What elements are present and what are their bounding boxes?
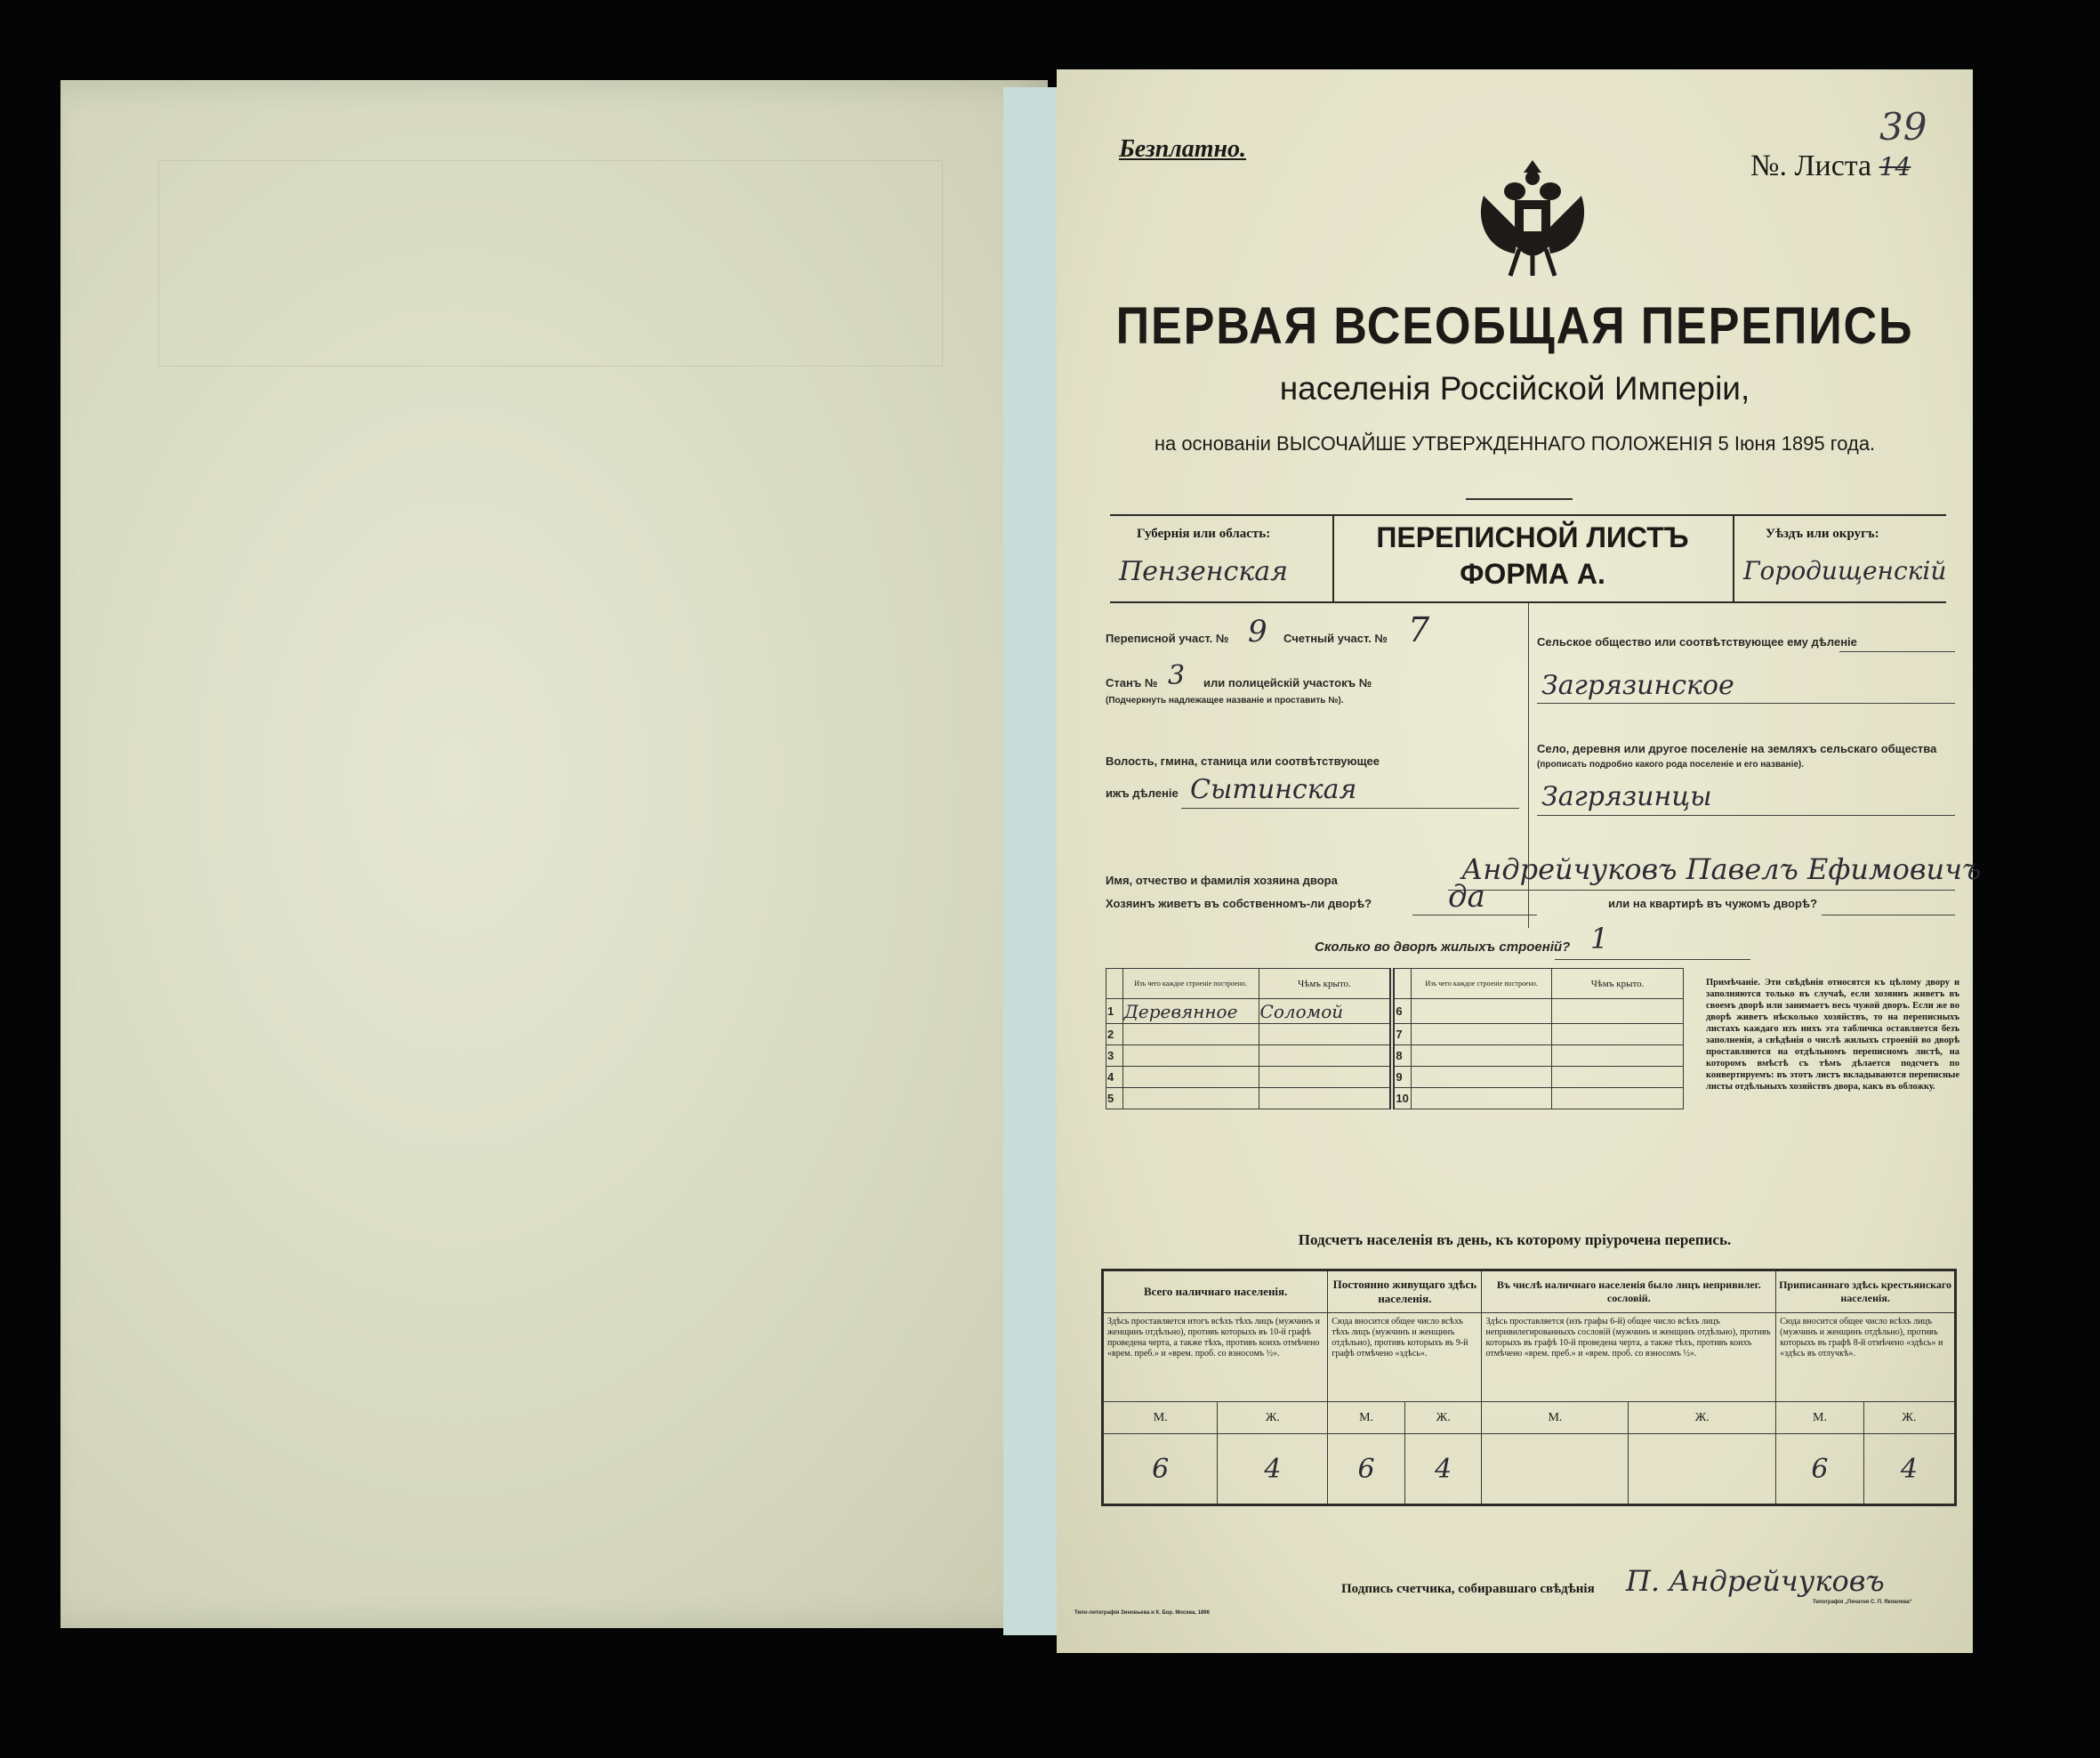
row-number: 10 [1392, 1088, 1411, 1109]
population-title: Подсчетъ населенія въ день, къ которому пріурочена перепись. [1298, 1231, 1732, 1248]
female-count: 4 [1404, 1434, 1482, 1505]
open-census-book [60, 69, 1982, 1653]
male-label: М. [1103, 1402, 1218, 1434]
material-header-2: Изъ чего каждое строеніе построено. [1412, 969, 1552, 999]
underline-note: (Подчеркнуть надлежащее названіе и проставить №). [1106, 696, 1344, 706]
district-value: Городищенскій [1743, 556, 1947, 585]
printer-left: Типо-литографія Зиновьева и К. Бор. Москва, 1896 [1074, 1610, 1210, 1616]
society-value: Загрязинское [1541, 670, 1734, 701]
row-number: 4 [1106, 1067, 1123, 1088]
female-count: 4 [1218, 1434, 1328, 1505]
lives-value: да [1448, 879, 1485, 915]
sheet-number [1750, 149, 1911, 183]
population-table [1101, 1269, 1957, 1506]
female-label: Ж. [1629, 1402, 1776, 1434]
male-count [1482, 1434, 1629, 1505]
volost-label: Волость, гмина, станица или соотвѣтствующее [1106, 754, 1380, 768]
roof-header-2: Чѣмъ крыто. [1552, 969, 1684, 999]
census-form-page [1057, 69, 1982, 1653]
pop-col-desc: Сюда вносится общее число всѣхъ лицъ (мужчинъ и женщинъ отдѣльно), противъ которыхъ въ графѣ 8-й отмѣчено «здѣсь» и «здѣсь въ отлучкѣ». [1776, 1313, 1956, 1402]
pop-col-desc: Сюда вносится общее число всѣхъ тѣхъ лицъ (мужчинъ и женщинъ отдѣльно), противъ которыхъ въ 9-й графѣ отмѣчено «здѣсь». [1328, 1313, 1482, 1402]
volost-label-2: ижъ дѣленіе [1106, 786, 1179, 800]
male-label: М. [1776, 1402, 1864, 1434]
province-box [1110, 516, 1334, 601]
male-label: М. [1328, 1402, 1405, 1434]
row-number: 2 [1106, 1024, 1123, 1045]
printer-right: Типографія „Печатня С. П. Яковлева“ [1813, 1600, 1912, 1605]
row-number: 5 [1106, 1088, 1123, 1109]
police-label: или полицейскій участокъ № [1203, 676, 1372, 689]
village-value: Загрязинцы [1541, 781, 1712, 812]
roof-header: Чѣмъ крыто. [1259, 969, 1392, 999]
free-label: Безплатно. [1119, 135, 1247, 163]
camp-value: 3 [1168, 660, 1186, 691]
sheet-no-value: 14 [1879, 152, 1911, 181]
count-sector-label: Счетный участ. № [1283, 632, 1388, 645]
row-number: 7 [1392, 1024, 1411, 1045]
province-value: Пензенская [1119, 556, 1289, 587]
pop-col-header: Приписаннаго здѣсь крестьянскаго населенія. [1776, 1270, 1956, 1313]
owner-label: Имя, отчество и фамилія хозяина двора [1106, 874, 1338, 887]
district-label: Уѣздъ или округъ: [1766, 527, 1879, 541]
district-box [1733, 516, 1948, 601]
row-number: 8 [1392, 1045, 1411, 1067]
show-through-table-ghost [158, 160, 943, 367]
owner-value: Андрейчуковъ Павелъ Ефимовичъ [1461, 852, 1982, 886]
building-material: Деревянное [1122, 999, 1259, 1024]
enumerator-signature: П. Андрейчуковъ [1626, 1564, 1885, 1598]
buildings-table [1106, 968, 1684, 1109]
building-row [1106, 1067, 1684, 1088]
buildings-value: 1 [1590, 922, 1609, 956]
left-page-blank [60, 80, 1048, 1628]
building-row [1106, 1088, 1684, 1109]
building-roof: Соломой [1259, 999, 1392, 1024]
male-count: 6 [1103, 1434, 1218, 1505]
village-label: Село, деревня или другое поселеніе на земляхъ сельскаго общества [1537, 742, 1937, 755]
sheet-no-label: №. Листа [1750, 149, 1872, 182]
material-header: Изъ чего каждое строеніе построено. [1122, 969, 1259, 999]
pop-col-desc: Здѣсь проставляется итогъ всѣхъ тѣхъ лицъ (мужчинъ и женщинъ отдѣльно), противъ которыхъ въ 10-й графѣ проведена черта, а также тѣхъ, противъ коихъ отмѣчено «врем. преб.» и «врем. проб. со взносомъ ½». [1103, 1313, 1328, 1402]
signature-label: Подпись счетчика, собиравшаго свѣдѣнія [1341, 1582, 1595, 1596]
row-number: 3 [1106, 1045, 1123, 1067]
double-headed-eagle-icon [1466, 151, 1599, 285]
female-label: Ж. [1404, 1402, 1482, 1434]
pop-col-header: Постоянно живущаго здѣсь населенія. [1328, 1270, 1482, 1313]
count-sector-value: 7 [1408, 610, 1430, 649]
row-number: 9 [1392, 1067, 1411, 1088]
buildings-label: Сколько во дворѣ жилыхъ строеній? [1315, 939, 1571, 955]
archive-number: 39 [1879, 105, 1927, 149]
female-count: 4 [1863, 1434, 1955, 1505]
female-label: Ж. [1218, 1402, 1328, 1434]
camp-label: Станъ № [1106, 676, 1158, 689]
census-sector-value: 9 [1248, 614, 1267, 649]
female-count [1629, 1434, 1776, 1505]
census-title: ПЕРВАЯ ВСЕОБЩАЯ ПЕРЕПИСЬ [1115, 297, 1914, 355]
male-count: 6 [1328, 1434, 1405, 1505]
female-label: Ж. [1863, 1402, 1955, 1434]
male-label: М. [1482, 1402, 1629, 1434]
building-row [1106, 1024, 1684, 1045]
row-number: 6 [1392, 999, 1411, 1024]
census-subtitle: населенія Россійской Имперіи, [1279, 370, 1750, 407]
sheet-title: ПЕРЕПИСНОЙ ЛИСТЪ [1376, 521, 1689, 553]
pop-col-desc: Здѣсь проставляется (изъ графы 6-й) общее число всѣхъ лицъ непривилегированныхъ сословій (мужчинъ и женщинъ отдѣльно), противъ которыхъ въ графѣ 10-й проведена черта, а также тѣхъ, противъ коихъ отмѣчено «врем. преб.» и «врем. проб. со взносомъ ½». [1482, 1313, 1776, 1402]
pop-col-header: Въ числѣ наличнаго населенія было лицъ непривилег. сословій. [1482, 1270, 1776, 1313]
pop-col-header: Всего наличнаго населенія. [1103, 1270, 1328, 1313]
form-name: ФОРМА А. [1460, 558, 1605, 590]
census-sector-label: Переписной участ. № [1106, 632, 1229, 645]
volost-value: Сытинская [1190, 774, 1357, 805]
building-row [1106, 999, 1684, 1024]
ornament-divider [1466, 498, 1573, 500]
village-note: (прописать подробно какого рода поселеніе и его названіе). [1537, 760, 1805, 770]
note-text: Примѣчаніе. Эти свѣдѣнія относятся къ цѣлому двору и заполняются только въ случаѣ, если хозяинъ живетъ въ своемъ дворѣ или занимаетъ весь чужой дворъ. Если же во дворѣ живетъ нѣсколько хозяйствъ, то на переписныхъ листахъ каждаго изъ нихъ эта табличка оставляется безъ заполненія, а свѣдѣнія о числѣ жилыхъ строеній во дворѣ проставляются на отдѣльномъ переписномъ листѣ, на которомъ вмѣстѣ съ тѣмъ дѣлается подсчетъ по конвертируемъ: въ этотъ листъ вкладываются переписные листы отдѣльныхъ хозяйствъ двора, какъ въ обложку. [1706, 978, 1959, 1092]
male-count: 6 [1776, 1434, 1864, 1505]
census-basis: на основаніи ВЫСОЧАЙШЕ УТВЕРЖДЕННАГО ПОЛОЖЕНІЯ 5 Іюня 1895 года. [1154, 432, 1876, 455]
form-header-band [1110, 514, 1946, 603]
row-number: 1 [1106, 999, 1123, 1024]
building-row [1106, 1045, 1684, 1067]
sheet-title-box [1332, 516, 1733, 601]
rented-label: или на квартирѣ въ чужомъ дворѣ? [1608, 897, 1818, 910]
lives-label: Хозяинъ живетъ въ собственномъ-ли дворѣ? [1106, 897, 1372, 910]
province-label: Губернія или область: [1137, 527, 1271, 541]
society-label: Сельское общество или соотвѣтствующее ему дѣленіе [1537, 635, 1857, 649]
